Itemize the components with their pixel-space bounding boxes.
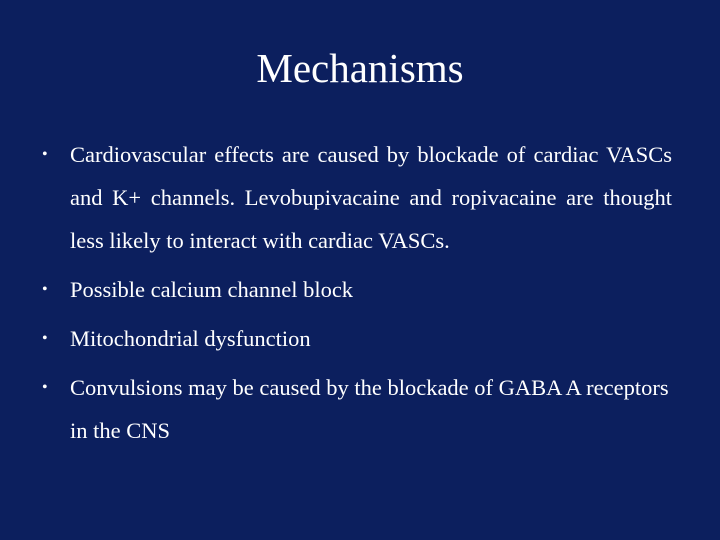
bullet-item <box>42 133 672 262</box>
bullet-text: Possible calcium channel block <box>70 277 354 302</box>
bullet-item <box>42 317 672 360</box>
bullet-item <box>42 366 672 452</box>
bullet-dot-icon: • <box>42 330 48 347</box>
bullet-dot-icon: • <box>42 379 48 396</box>
bullet-dot-icon: • <box>42 146 48 163</box>
bullet-text: Convulsions may be caused by the blockade of GABA A receptors in the CNS <box>70 375 669 443</box>
bullet-item <box>42 268 672 311</box>
bullet-text: Mitochondrial dysfunction <box>70 326 311 351</box>
bullet-dot-icon: • <box>42 281 48 298</box>
slide-title: Mechanisms <box>256 45 464 91</box>
bullet-text: Cardiovascular effects are caused by blockade of cardiac VASCs and K+ channels. Levobupivacaine and ropivacaine are thought less likely to interact with cardiac VASCs. <box>70 142 672 253</box>
bullet-list <box>42 133 672 458</box>
